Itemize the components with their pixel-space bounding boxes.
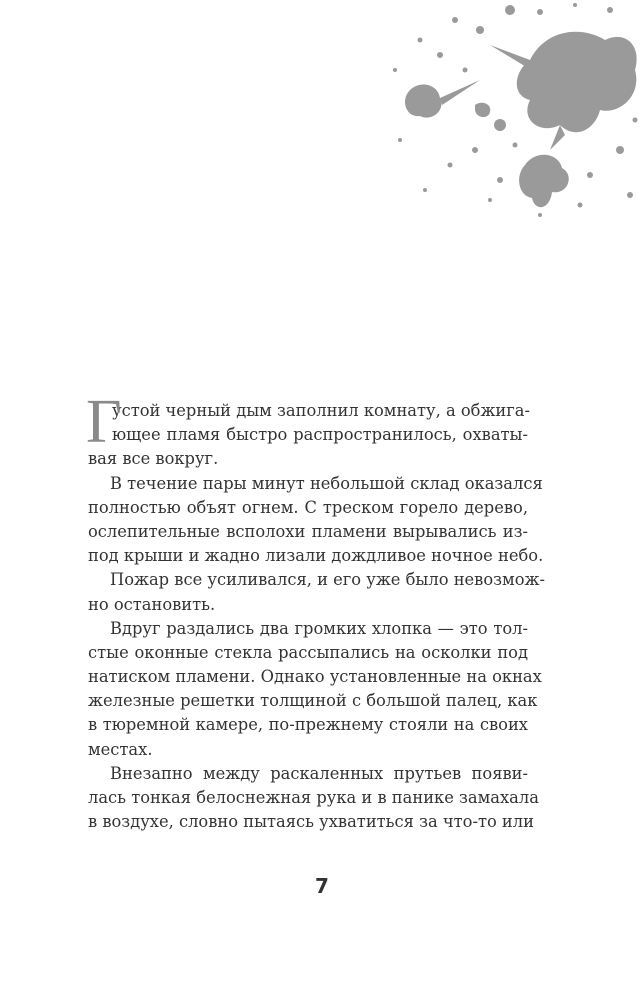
text-line: В течение пары минут небольшой склад оказался xyxy=(110,473,543,493)
text-line: ослепительные всполохи пламени вырывались из- xyxy=(88,521,528,541)
text-line: полностью объят огнем. С треском горело дерево, xyxy=(88,497,528,517)
text-line: в воздухе, словно пытаясь ухватиться за что-то или xyxy=(88,812,534,832)
text-line: местах. xyxy=(88,739,153,759)
text-line: натиском пламени. Однако установленные на окнах xyxy=(88,667,542,687)
text-line: но остановить. xyxy=(88,594,216,614)
text-line: стые оконные стекла рассыпались на осколки под xyxy=(88,642,528,662)
text-line: устой черный дым заполнил комнату, а обжига- xyxy=(112,401,531,420)
ink-splatter-icon xyxy=(380,0,644,220)
drop-cap: Г xyxy=(86,388,122,456)
text-line: Пожар все усиливался, и его уже было невозмож- xyxy=(110,570,545,590)
text-line: железные решетки толщиной с большой палец, как xyxy=(88,691,538,711)
text-line: Внезапно между раскаленных прутьев появи- xyxy=(110,763,528,783)
text-line: вая все вокруг. xyxy=(88,449,219,469)
body-text xyxy=(86,388,545,834)
text-line: ющее пламя быстро распространилось, охваты- xyxy=(112,425,528,445)
text-line: под крыши и жадно лизали дождливое ночное небо. xyxy=(88,546,544,566)
page-number: 7 xyxy=(315,874,329,898)
text-line: лась тонкая белоснежная рука и в панике замахала xyxy=(88,788,539,807)
text-line: Вдруг раздались два громких хлопка — это тол- xyxy=(110,618,528,638)
text-line: в тюремной камере, по-прежнему стояли на своих xyxy=(88,715,528,735)
